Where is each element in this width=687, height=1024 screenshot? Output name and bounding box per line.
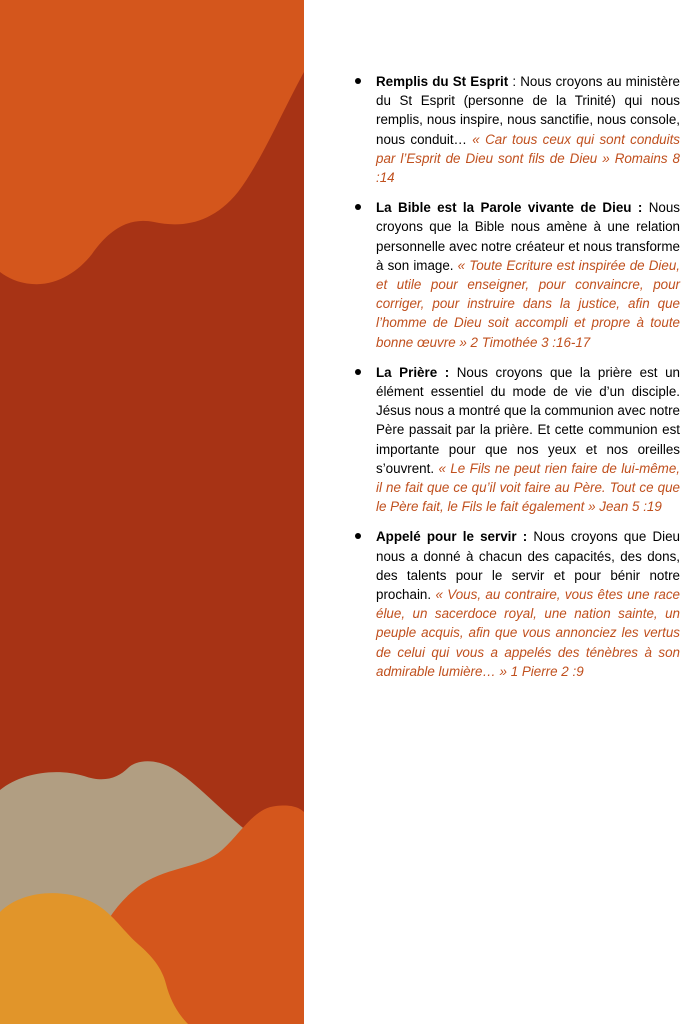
belief-title: Remplis du St Esprit: [376, 74, 509, 89]
bullet-icon: [355, 533, 361, 539]
beliefs-text-column: [350, 72, 680, 692]
belief-quote: « Vous, au contraire, vous êtes une race élue, un sacerdoce royal, une nation sainte, un peuple acquis, afin que vous annonciez les vertus de celui qui vous a appelés des ténèbres à son admirable lumière… » 1 Pierre 2 :9: [376, 587, 680, 679]
belief-separator: [449, 365, 457, 380]
belief-title: Appelé pour le servir :: [376, 529, 528, 545]
bullet-icon: [355, 78, 361, 84]
belief-title: La Bible est la Parole vivante de Dieu :: [376, 200, 643, 216]
belief-separator: :: [508, 74, 521, 89]
belief-quote: « Toute Ecriture est inspirée de Dieu, et utile pour enseigner, pour convaincre, pour corriger, pour instruire dans la justice, afin que l’homme de Dieu soit accompli et propre à toute bonne œuvre » 2 Timothée 3 :16-17: [376, 257, 681, 350]
belief-body: Nous croyons au ministère du St Esprit (personne de la Trinité) qui nous remplis, nous inspire, nous sanctifie, nous console, nous conduit…: [376, 74, 680, 147]
belief-body: Nous croyons que la prière est un élément essentiel du mode de vie d’un disciple. Jésus nous a montré que la communion avec notre Père passait par la prière. Et cette communion est importante pour que nos yeux et nos oreilles s’ouvrent.: [376, 364, 680, 476]
decorative-side-band: [0, 0, 304, 1024]
belief-title: La Prière :: [376, 364, 450, 380]
belief-item-prayer: [350, 363, 680, 517]
beliefs-list: [350, 72, 680, 681]
belief-item-holy-spirit: [350, 72, 680, 187]
bullet-icon: [355, 369, 361, 375]
belief-item-bible: [350, 198, 680, 352]
belief-body: Nous croyons que Dieu nous a donné à chacun des capacités, des dons, des talents pour le servir et pour bénir notre prochain.: [376, 529, 680, 603]
belief-quote: « Car tous ceux qui sont conduits par l’Esprit de Dieu sont fils de Dieu » Romains 8 :14: [376, 131, 680, 186]
belief-quote: « Le Fils ne peut rien faire de lui-même, il ne fait que ce qu’il voit faire au Père. Tout ce que le Père fait, le Fils le fait également » Jean 5 :19: [376, 460, 680, 515]
belief-item-service: [350, 527, 680, 681]
belief-body: Nous croyons que la Bible nous amène à une relation personnelle avec notre créateur et nous transforme à son image.: [376, 200, 680, 273]
bullet-icon: [355, 204, 361, 210]
